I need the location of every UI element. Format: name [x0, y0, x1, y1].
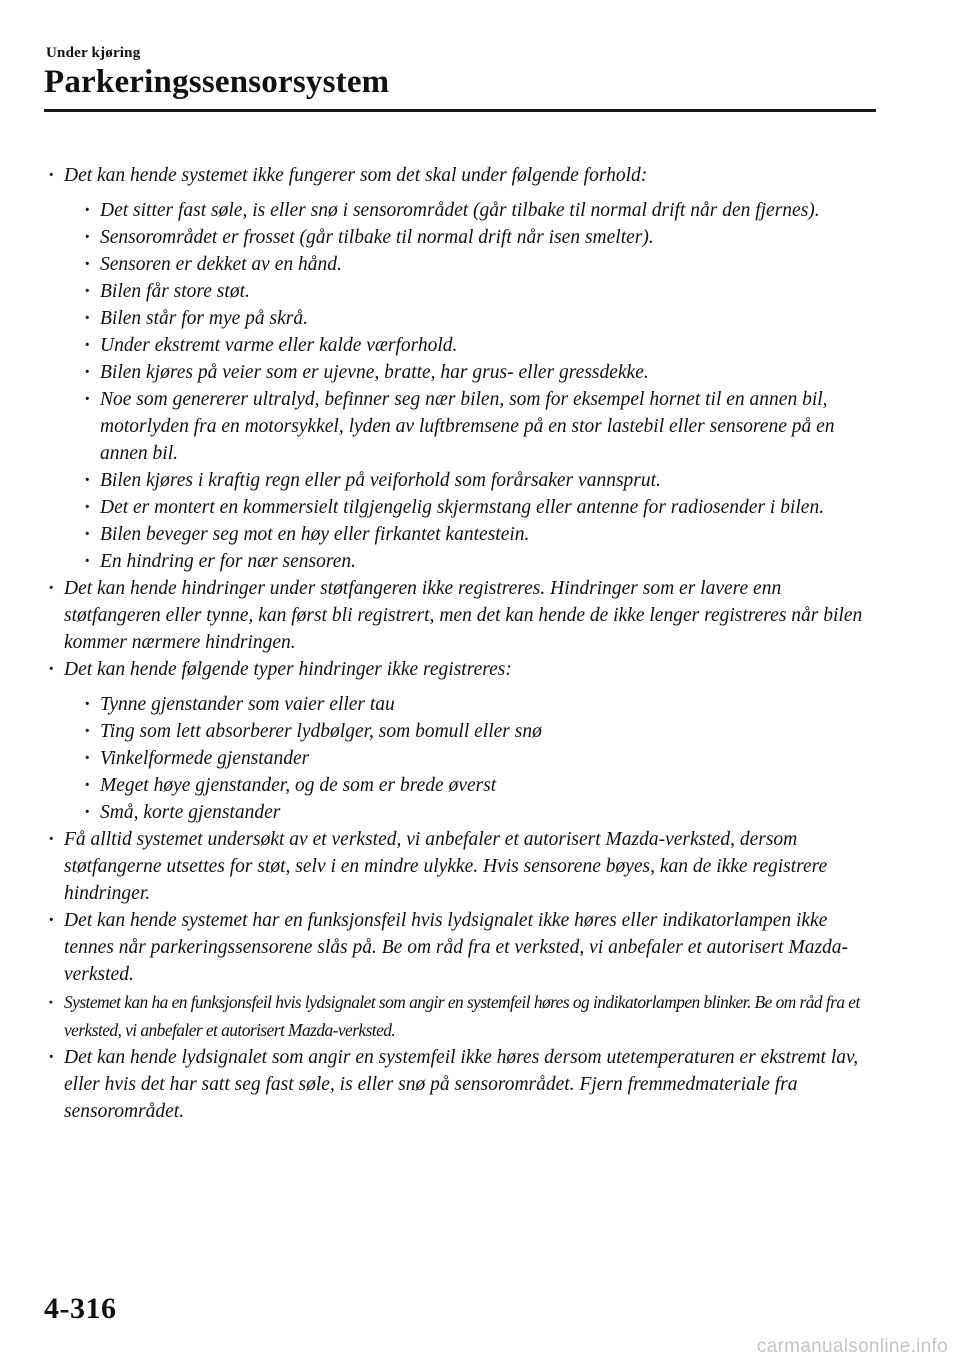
- sublist: [64, 197, 880, 575]
- list-item: · Systemet kan ha en funksjonsfeil hvis lydsignalet som angir en systemfeil høres og indikatorlampen blinker. Be om råd fra et verksted, vi anbefaler et autorisert Mazda-verksted.: [44, 988, 880, 1044]
- title-rule: [44, 109, 876, 112]
- sub-list-item: · Det sitter fast søle, is eller snø i sensorområdet (går tilbake til normal drift når den fjernes).: [80, 197, 880, 224]
- section-label: Under kjøring: [46, 45, 141, 61]
- list-item: [44, 162, 880, 575]
- list-item: · Få alltid systemet undersøkt av et verksted, vi anbefaler et autorisert Mazda-verksted, dersom støtfangerne utsettes for støt, selv i en mindre ulykke. Hvis sensorene bøyes, kan de ikke registrere hindringer.: [44, 826, 880, 907]
- sublist: [64, 691, 880, 826]
- sub-list-item: · Sensoren er dekket av en hånd.: [80, 251, 880, 278]
- sub-list-item: · Sensorområdet er frosset (går tilbake til normal drift når isen smelter).: [80, 224, 880, 251]
- item-text: · Det kan hende systemet ikke fungerer som det skal under følgende forhold:: [64, 165, 648, 186]
- sub-list-item: · Bilen beveger seg mot en høy eller firkantet kantestein.: [80, 521, 880, 548]
- content-body: [44, 162, 880, 1125]
- sub-list-item: · Vinkelformede gjenstander: [80, 745, 880, 772]
- sub-list-item: · Bilen kjøres i kraftig regn eller på veiforhold som forårsaker vannsprut.: [80, 467, 880, 494]
- sub-list-item: · Under ekstremt varme eller kalde værforhold.: [80, 332, 880, 359]
- page-title: Parkeringssensorsystem: [44, 64, 390, 100]
- sub-list-item: · Det er montert en kommersielt tilgjengelig skjermstang eller antenne for radiosender i bilen.: [80, 494, 880, 521]
- list-item: · Det kan hende hindringer under støtfangeren ikke registreres. Hindringer som er lavere enn støtfangeren eller tynne, kan først bli registrert, men det kan hende de ikke lenger registreres når bilen kommer nærmere hindringen.: [44, 575, 880, 656]
- list-item: [44, 656, 880, 826]
- watermark: carmanualsonline.info: [756, 1336, 948, 1357]
- sub-list-item: · Små, korte gjenstander: [80, 799, 880, 826]
- page-number: 4-316: [44, 1292, 117, 1325]
- sub-list-item: · En hindring er for nær sensoren.: [80, 548, 880, 575]
- sub-list-item: · Tynne gjenstander som vaier eller tau: [80, 691, 880, 718]
- sub-list-item: · Ting som lett absorberer lydbølger, som bomull eller snø: [80, 718, 880, 745]
- list-item: · Det kan hende lydsignalet som angir en systemfeil ikke høres dersom utetemperaturen er ekstremt lav, eller hvis det har satt seg fast søle, is eller snø på sensorområdet. Fjern fremmedmateriale fra sensorområdet.: [44, 1044, 880, 1125]
- sub-list-item: · Meget høye gjenstander, og de som er brede øverst: [80, 772, 880, 799]
- sub-list-item: · Bilen kjøres på veier som er ujevne, bratte, har grus- eller gressdekke.: [80, 359, 880, 386]
- list-item: · Det kan hende systemet har en funksjonsfeil hvis lydsignalet ikke høres eller indikatorlampen ikke tennes når parkeringssensorene slås på. Be om råd fra et verksted, vi anbefaler et autorisert Mazda-verksted.: [44, 907, 880, 988]
- sub-list-item: · Noe som genererer ultralyd, befinner seg nær bilen, som for eksempel hornet til en annen bil, motorlyden fra en motorsykkel, lyden av luftbremsene på en stor lastebil eller sensorene på en annen bil.: [80, 386, 880, 467]
- sub-list-item: · Bilen får store støt.: [80, 278, 880, 305]
- item-text: · Det kan hende følgende typer hindringer ikke registreres:: [64, 659, 512, 680]
- sub-list-item: · Bilen står for mye på skrå.: [80, 305, 880, 332]
